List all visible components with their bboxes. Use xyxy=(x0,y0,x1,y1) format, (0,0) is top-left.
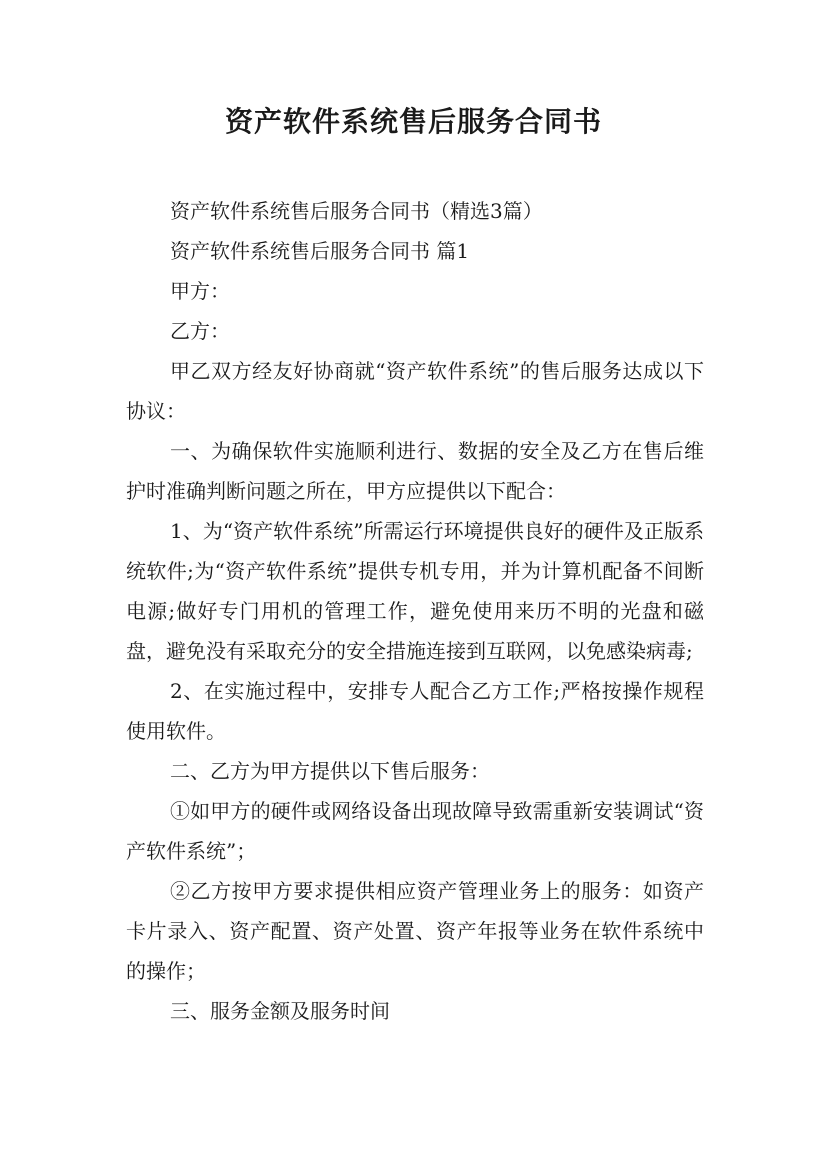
paragraph-subtitle: 资产软件系统售后服务合同书（精选3篇） xyxy=(170,199,543,223)
paragraph-clause-1: 一、为确保软件实施顺利进行、数据的安全及乙方在售后维护时准确判断问题之所在，甲方应提供以下配合： xyxy=(126,439,704,503)
paragraph-clause-2-item-1: ①如甲方的硬件或网络设备出现故障导致需重新安装调试“资产软件系统”； xyxy=(126,799,704,863)
paragraph-agreement-intro: 甲乙双方经友好协商就“资产软件系统”的售后服务达成以下协议： xyxy=(126,359,704,423)
paragraph-party-a: 甲方： xyxy=(170,279,230,303)
document-body xyxy=(126,191,704,1031)
paragraph-clause-1-item-2: 2、在实施过程中，安排专人配合乙方工作;严格按操作规程使用软件。 xyxy=(126,679,704,743)
paragraph-clause-3: 三、服务金额及服务时间 xyxy=(170,999,390,1023)
paragraph-clause-2: 二、乙方为甲方提供以下售后服务： xyxy=(170,759,490,783)
paragraph-section-heading: 资产软件系统售后服务合同书 篇1 xyxy=(170,239,470,263)
document-title: 资产软件系统售后服务合同书 xyxy=(224,105,602,138)
paragraph-clause-2-item-2: ②乙方按甲方要求提供相应资产管理业务上的服务：如资产卡片录入、资产配置、资产处置、资产年报等业务在软件系统中的操作； xyxy=(126,879,704,983)
paragraph-party-b: 乙方： xyxy=(170,319,230,343)
paragraph-clause-1-item-1: 1、为“资产软件系统”所需运行环境提供良好的硬件及正版系统软件;为“资产软件系统”提供专机专用，并为计算机配备不间断电源;做好专门用机的管理工作，避免使用来历不明的光盘和磁盘，避免没有采取充分的安全措施连接到互联网，以免感染病毒; xyxy=(126,519,704,663)
